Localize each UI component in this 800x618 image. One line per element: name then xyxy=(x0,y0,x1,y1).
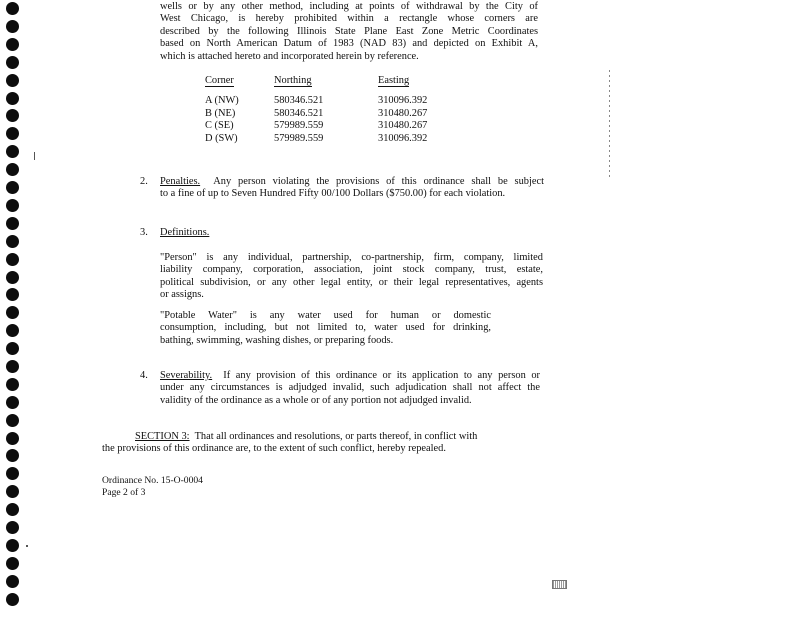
table-cell: 310480.267 xyxy=(378,120,428,132)
severability-line: under any circumstances is adjudged invalid, such adjudication shall not affect the xyxy=(160,382,540,394)
ordinance-number: Ordinance No. 15-O-0004 xyxy=(102,475,203,486)
penalties-line: to a fine of up to Seven Hundred Fifty 00/100 Dollars ($750.00) for each violation. xyxy=(160,188,506,200)
page-number: Page 2 of 3 xyxy=(102,487,146,498)
binder-hole xyxy=(6,92,19,105)
table-row xyxy=(205,133,458,145)
table-cell: 310480.267 xyxy=(378,107,428,119)
binder-hole xyxy=(6,539,19,552)
table-cell: 310096.392 xyxy=(378,95,428,107)
binder-hole xyxy=(6,163,19,176)
severability-line: Severability. If any provision of this ordinance or its application to any person or xyxy=(160,370,540,381)
binder-hole xyxy=(6,521,19,534)
binder-hole xyxy=(6,485,19,498)
section-3-paragraph xyxy=(102,431,536,456)
definition-line: "Potable Water" is any water used for human or domestic xyxy=(160,310,491,321)
column-header-northing: Northing xyxy=(274,75,312,86)
table-cell: 580346.521 xyxy=(274,107,324,119)
item-number: 4. xyxy=(140,370,148,381)
binder-hole xyxy=(6,127,19,140)
scan-speck xyxy=(34,152,35,160)
binder-hole xyxy=(6,324,19,337)
intro-line: wells or by any other method, including at points of withdrawal by the City of xyxy=(160,1,538,12)
section-3-line: SECTION 3: That all ordinances and resolutions, or parts thereof, in conflict with xyxy=(135,431,478,442)
severability-heading: Severability. xyxy=(160,370,213,381)
binder-hole xyxy=(6,449,19,462)
table-cell: A (NW) xyxy=(205,95,239,107)
table-row xyxy=(205,120,458,132)
binder-hole xyxy=(6,199,19,212)
intro-line: based on North American Datum of 1983 (NAD 83) and depicted on Exhibit A, xyxy=(160,38,538,50)
section-3-line: the provisions of this ordinance are, to the extent of such conflict, hereby repealed. xyxy=(102,443,446,455)
definition-line: liability company, corporation, association, joint stock company, trust, estate, xyxy=(160,264,543,276)
table-header-row xyxy=(205,75,458,95)
binder-holes xyxy=(6,0,22,618)
binder-hole xyxy=(6,181,19,194)
binder-hole xyxy=(6,145,19,158)
definition-line: bathing, swimming, washing dishes, or preparing foods. xyxy=(160,334,394,346)
item-number: 2. xyxy=(140,176,148,187)
binder-hole xyxy=(6,109,19,122)
scanner-mark xyxy=(552,580,567,589)
table-cell: 580346.521 xyxy=(274,95,324,107)
scan-margin-line xyxy=(609,70,610,180)
definitions-heading: Definitions. xyxy=(160,227,210,238)
severability-paragraph xyxy=(160,370,540,407)
table-row xyxy=(205,108,458,120)
binder-hole xyxy=(6,306,19,319)
binder-hole xyxy=(6,414,19,427)
severability-line: validity of the ordinance as a whole or of any portion not adjudged invalid. xyxy=(160,394,472,406)
definition-line: "Person" is any individual, partnership, co-partnership, firm, company, limited xyxy=(160,252,543,263)
binder-hole xyxy=(6,557,19,570)
binder-hole xyxy=(6,217,19,230)
binder-hole xyxy=(6,503,19,516)
column-header-corner: Corner xyxy=(205,75,234,86)
intro-paragraph xyxy=(160,1,538,63)
footer xyxy=(102,475,203,499)
intro-line: West Chicago, is hereby prohibited within a rectangle whose corners are xyxy=(160,13,538,25)
binder-hole xyxy=(6,38,19,51)
table-cell: D (SW) xyxy=(205,132,238,144)
definition-potable-water xyxy=(160,310,491,347)
column-header-easting: Easting xyxy=(378,75,410,86)
intro-line: which is attached hereto and incorporated herein by reference. xyxy=(160,50,419,62)
definition-line: consumption, including, but not limited to, water used for drinking, xyxy=(160,322,491,334)
intro-line: described by the following Illinois State Plane East Zone Metric Coordinates xyxy=(160,25,538,37)
penalties-paragraph xyxy=(160,176,544,201)
definition-line: or assigns. xyxy=(160,289,204,301)
binder-hole xyxy=(6,378,19,391)
table-cell: B (NE) xyxy=(205,107,236,119)
binder-hole xyxy=(6,20,19,33)
table-cell: 310096.392 xyxy=(378,132,428,144)
binder-hole xyxy=(6,288,19,301)
definition-person xyxy=(160,252,543,302)
binder-hole xyxy=(6,360,19,373)
binder-hole xyxy=(6,593,19,606)
binder-hole xyxy=(6,253,19,266)
binder-hole xyxy=(6,74,19,87)
binder-hole xyxy=(6,396,19,409)
table-row xyxy=(205,95,458,107)
binder-hole xyxy=(6,2,19,15)
binder-hole xyxy=(6,342,19,355)
binder-hole xyxy=(6,575,19,588)
table-cell: 579989.559 xyxy=(274,120,324,132)
binder-hole xyxy=(6,235,19,248)
binder-hole xyxy=(6,467,19,480)
scan-speck xyxy=(26,545,28,547)
item-number: 3. xyxy=(140,227,148,238)
penalties-line: Penalties. Any person violating the provisions of this ordinance shall be subject xyxy=(160,176,544,187)
definition-line: political subdivision, or any other legal entity, or their legal representatives, agents xyxy=(160,276,543,288)
table-cell: C (SE) xyxy=(205,120,234,132)
section-3-heading: SECTION 3: xyxy=(135,431,190,442)
table-cell: 579989.559 xyxy=(274,132,324,144)
coordinates-table xyxy=(205,75,458,145)
penalties-heading: Penalties. xyxy=(160,176,201,187)
binder-hole xyxy=(6,432,19,445)
binder-hole xyxy=(6,271,19,284)
binder-hole xyxy=(6,56,19,69)
